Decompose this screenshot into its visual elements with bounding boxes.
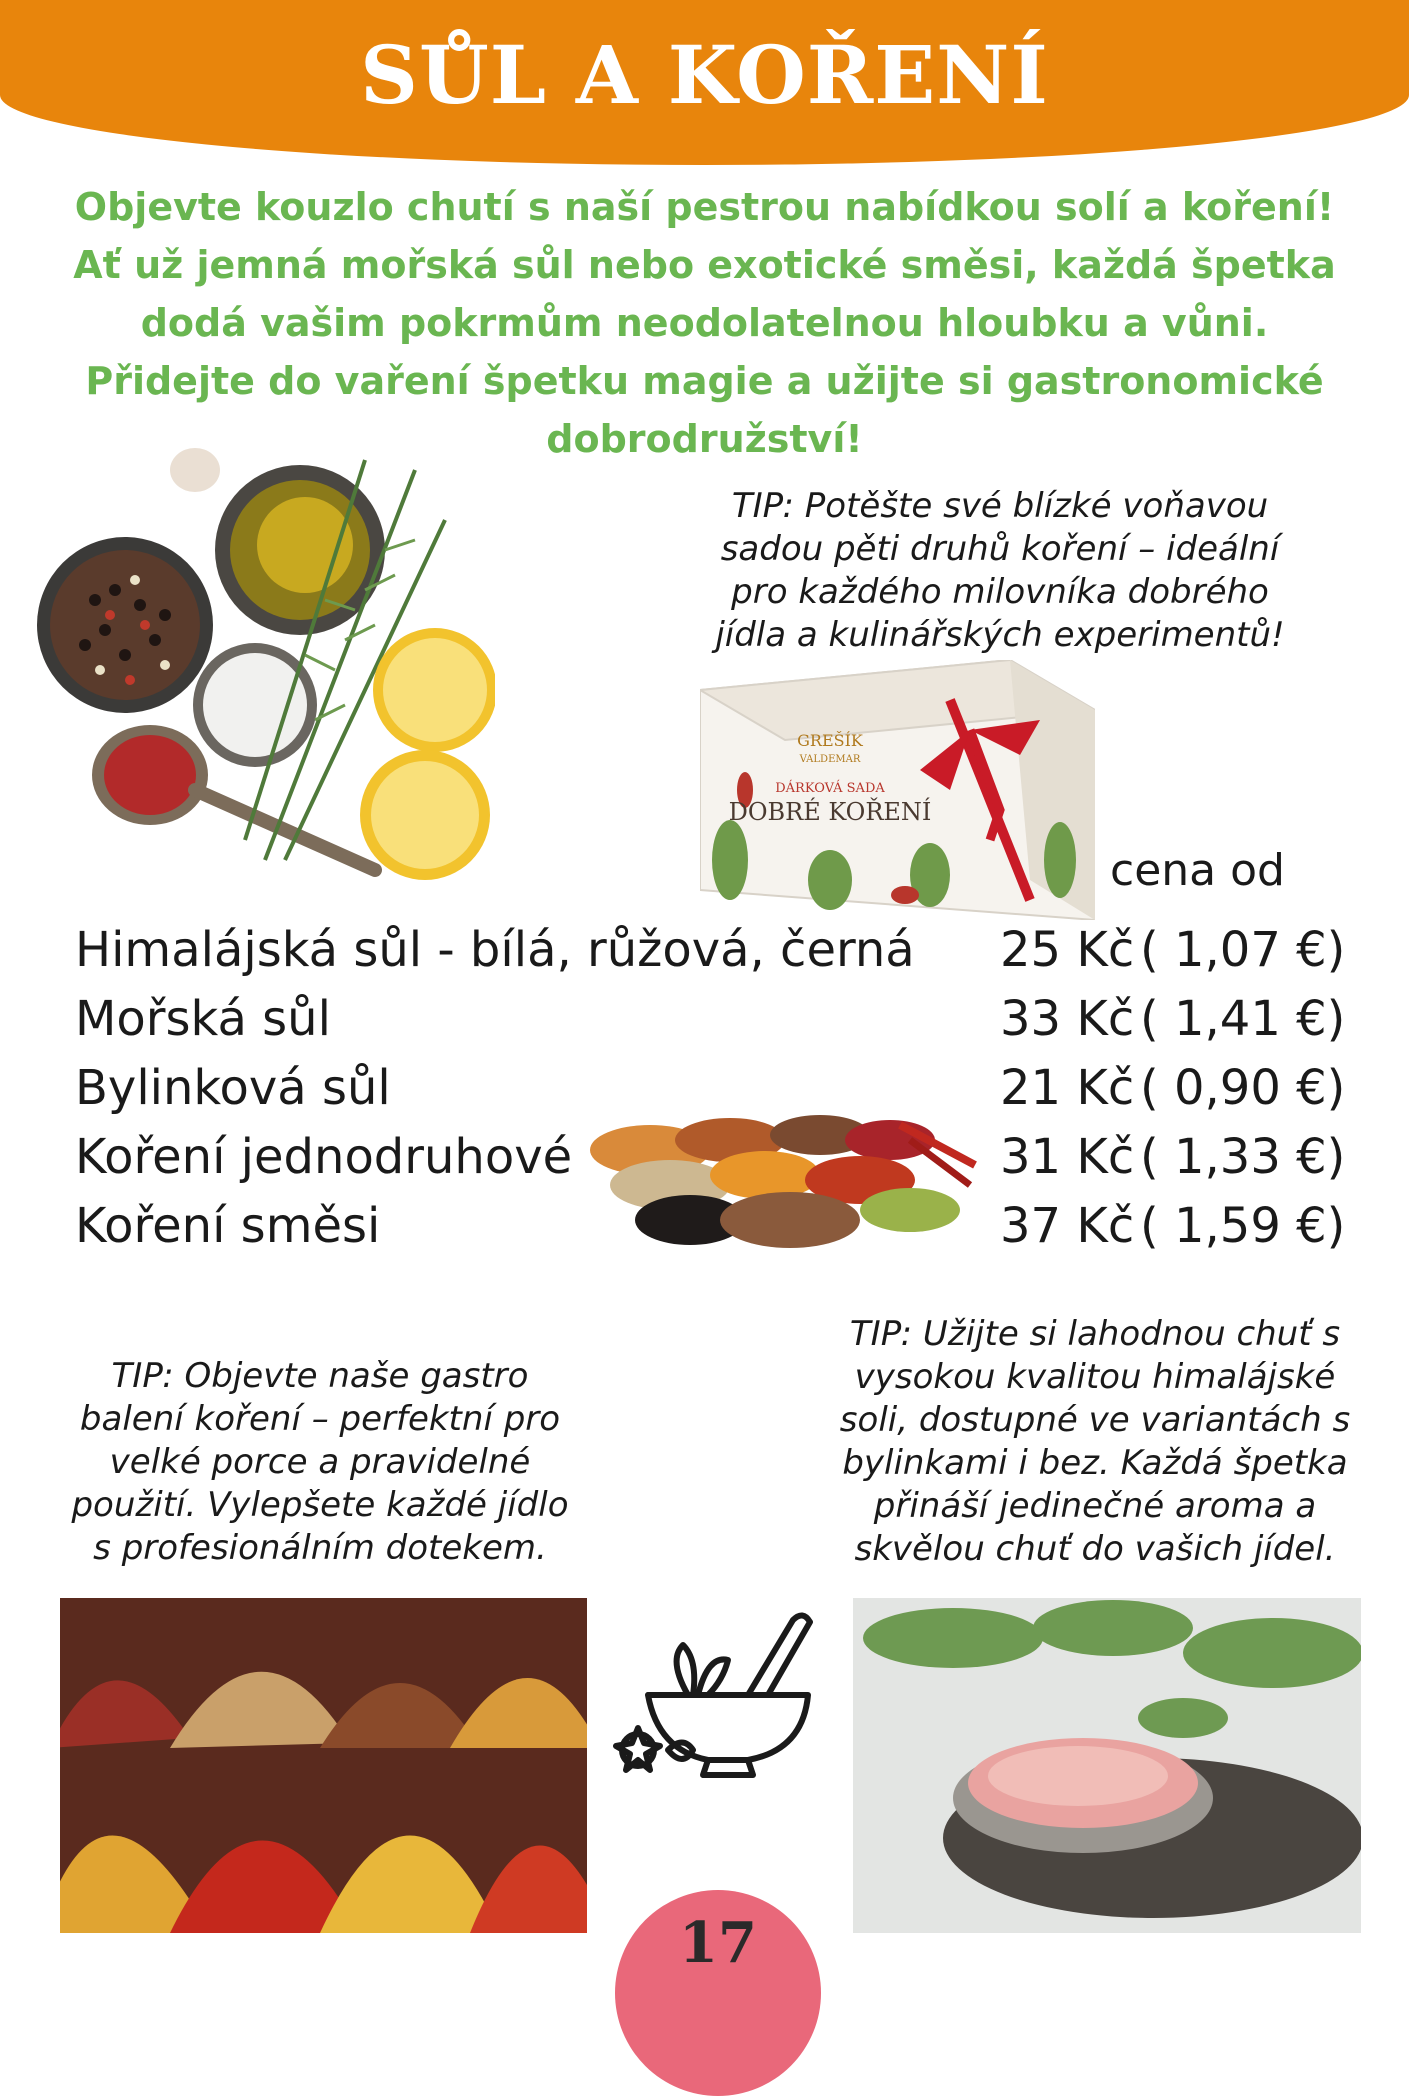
gift-box-photo bbox=[700, 660, 1095, 920]
tip-line: TIP: Potěšte své blízké voňavou bbox=[731, 486, 1269, 526]
price-czk: 31 Kč bbox=[1000, 1129, 1135, 1185]
tip-gastro-packs bbox=[50, 1355, 590, 1570]
gift-set-label: DÁRKOVÁ SADA bbox=[775, 781, 885, 796]
tip-line: jídla a kulinářských experimentů! bbox=[715, 615, 1285, 655]
tip-line: TIP: Objevte naše gastro bbox=[111, 1356, 529, 1396]
intro-line: Přidejte do vaření špetku magie a užijte si gastronomické bbox=[85, 359, 1324, 403]
gift-brand: GREŠÍK bbox=[797, 731, 863, 750]
mortar-pestle-icon bbox=[598, 1600, 828, 1785]
price-czk: 21 Kč bbox=[1000, 1060, 1135, 1116]
spice-piles-photo bbox=[580, 1105, 985, 1255]
price-eur: ( 1,59 €) bbox=[1140, 1198, 1346, 1254]
intro-line: Ať už jemná mořská sůl nebo exotické směsi, každá špetka bbox=[73, 243, 1336, 287]
price-row bbox=[75, 920, 1346, 989]
tip-line: balení koření – perfektní pro bbox=[79, 1399, 561, 1439]
price-row bbox=[75, 989, 1346, 1058]
price-czk: 37 Kč bbox=[1000, 1198, 1135, 1254]
intro-line: dodá vašim pokrmům neodolatelnou hloubku a vůni. bbox=[140, 301, 1269, 345]
intro-line: Objevte kouzlo chutí s naší pestrou nabídkou solí a koření! bbox=[74, 185, 1335, 229]
price-item-name: Koření jednodruhové bbox=[75, 1129, 573, 1185]
price-eur: ( 1,07 €) bbox=[1140, 922, 1346, 978]
gift-set-name: DOBRÉ KOŘENÍ bbox=[728, 798, 932, 826]
price-eur: ( 1,33 €) bbox=[1140, 1129, 1346, 1185]
price-eur: ( 0,90 €) bbox=[1140, 1060, 1346, 1116]
gift-brand-sub: VALDEMAR bbox=[799, 754, 861, 765]
tip-line: TIP: Užijte si lahodnou chuť s bbox=[849, 1314, 1341, 1354]
intro-line: dobrodružství! bbox=[546, 417, 863, 461]
tip-line: sadou pěti druhů koření – ideální bbox=[720, 529, 1280, 569]
spices-lemon-rosemary-photo bbox=[15, 440, 495, 880]
price-item-name: Bylinková sůl bbox=[75, 1060, 391, 1116]
price-item-name: Himalájská sůl - bílá, růžová, černá bbox=[75, 922, 915, 978]
tip-line: vysokou kvalitou himalájské bbox=[854, 1357, 1336, 1397]
tip-line: velké porce a pravidelné bbox=[109, 1442, 531, 1482]
price-eur: ( 1,41 €) bbox=[1140, 991, 1346, 1047]
price-item-name: Koření směsi bbox=[75, 1198, 381, 1254]
page-title: SŮL A KOŘENÍ bbox=[360, 28, 1049, 122]
tip-line: s profesionálním dotekem. bbox=[93, 1528, 547, 1568]
tip-line: přináší jedinečné aroma a bbox=[873, 1486, 1317, 1526]
price-from-label: cena od bbox=[1110, 845, 1285, 896]
tip-gift-set bbox=[700, 485, 1300, 657]
tip-line: použití. Vylepšete každé jídlo bbox=[71, 1485, 569, 1525]
tip-himalayan-salt bbox=[820, 1313, 1370, 1571]
tip-line: soli, dostupné ve variantách s bbox=[839, 1400, 1351, 1440]
tip-line: skvělou chuť do vašich jídel. bbox=[854, 1529, 1336, 1569]
bazaar-spices-photo bbox=[60, 1598, 587, 1933]
price-czk: 25 Kč bbox=[1000, 922, 1135, 978]
tip-line: pro každého milovníka dobrého bbox=[731, 572, 1269, 612]
price-item-name: Mořská sůl bbox=[75, 991, 331, 1047]
tip-line: bylinkami i bez. Každá špetka bbox=[842, 1443, 1348, 1483]
page-number: 17 bbox=[679, 1910, 757, 1976]
intro-text bbox=[40, 178, 1369, 468]
himalayan-salt-photo bbox=[853, 1598, 1361, 1933]
price-czk: 33 Kč bbox=[1000, 991, 1135, 1047]
